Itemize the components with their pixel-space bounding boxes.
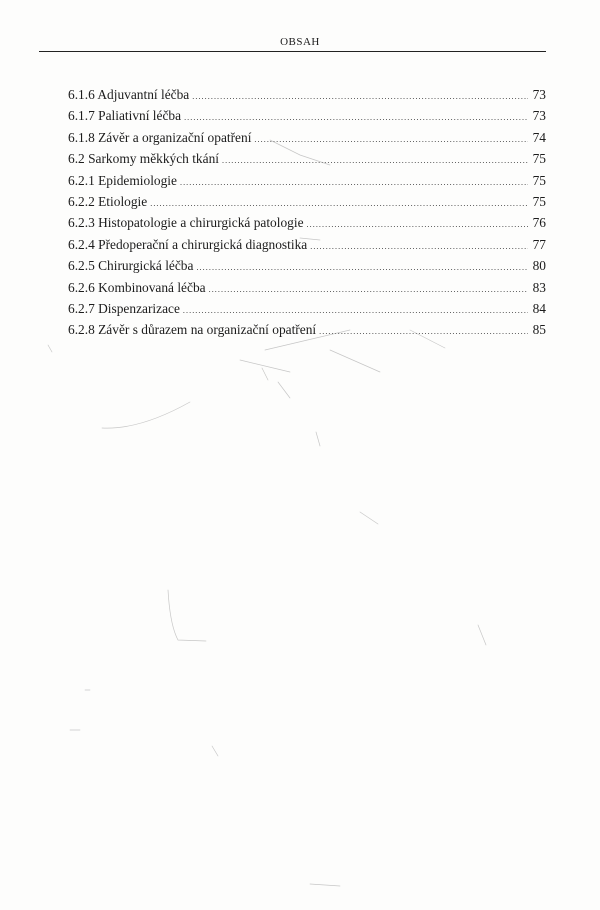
- toc-entry-title: 6.2.6 Kombinovaná léčba: [68, 279, 206, 295]
- toc-entry: [68, 108, 546, 129]
- toc-entry-page: 77: [532, 236, 546, 252]
- toc-entry-title: 6.2.8 Závěr s důrazem na organizační opatření: [68, 322, 317, 338]
- dot-leader: [192, 92, 528, 101]
- header-rule: [39, 51, 546, 52]
- toc-entry-title: 6.1.7 Paliativní léčba: [68, 108, 182, 124]
- toc-entry-title: 6.1.8 Závěr a organizační opatření: [68, 129, 252, 145]
- toc-entry: [68, 301, 546, 322]
- toc-entry-page: 74: [532, 129, 546, 145]
- dot-leader: [307, 220, 528, 229]
- toc-entry-page: 73: [532, 108, 546, 124]
- dot-leader: [222, 156, 528, 165]
- table-of-contents: [68, 87, 546, 344]
- dot-leader: [209, 285, 528, 294]
- toc-entry: [68, 237, 546, 258]
- toc-entry-page: 73: [532, 87, 546, 102]
- toc-entry-title: 6.2.5 Chirurgická léčba: [68, 258, 194, 274]
- toc-entry: [68, 322, 546, 343]
- dot-leader: [319, 327, 528, 336]
- toc-entry-title: 6.2.7 Dispenzarizace: [68, 300, 180, 316]
- toc-entry-page: 75: [532, 151, 546, 167]
- toc-entry: [68, 215, 546, 236]
- toc-entry-page: 75: [532, 172, 546, 188]
- toc-entry: [68, 194, 546, 215]
- toc-entry-page: 80: [532, 258, 546, 274]
- toc-entry-page: 84: [532, 300, 546, 316]
- dot-leader: [184, 113, 528, 122]
- toc-entry-title: 6.2.3 Histopatologie a chirurgická patologie: [68, 215, 304, 231]
- dot-leader: [180, 178, 528, 187]
- toc-entry: [68, 87, 546, 108]
- toc-entry-title: 6.2.4 Předoperační a chirurgická diagnostika: [68, 236, 308, 252]
- toc-entry: [68, 280, 546, 301]
- toc-entry-page: 76: [532, 215, 546, 231]
- running-header: OBSAH: [280, 36, 320, 48]
- toc-entry-page: 83: [532, 279, 546, 295]
- toc-entry-title: 6.1.6 Adjuvantní léčba: [68, 87, 190, 102]
- toc-entry-page: 75: [532, 193, 546, 209]
- toc-entry: [68, 258, 546, 279]
- dot-leader: [150, 199, 528, 208]
- toc-entry-page: 85: [532, 322, 546, 338]
- toc-entry-title: 6.2.1 Epidemiologie: [68, 172, 177, 188]
- toc-entry: [68, 151, 546, 172]
- toc-entry: [68, 130, 546, 151]
- toc-entry-title: 6.2 Sarkomy měkkých tkání: [68, 151, 219, 167]
- toc-entry-title: 6.2.2 Etiologie: [68, 193, 148, 209]
- dot-leader: [254, 135, 528, 144]
- dot-leader: [310, 242, 528, 251]
- dot-leader: [196, 263, 528, 272]
- dot-leader: [183, 306, 528, 315]
- toc-entry: [68, 173, 546, 194]
